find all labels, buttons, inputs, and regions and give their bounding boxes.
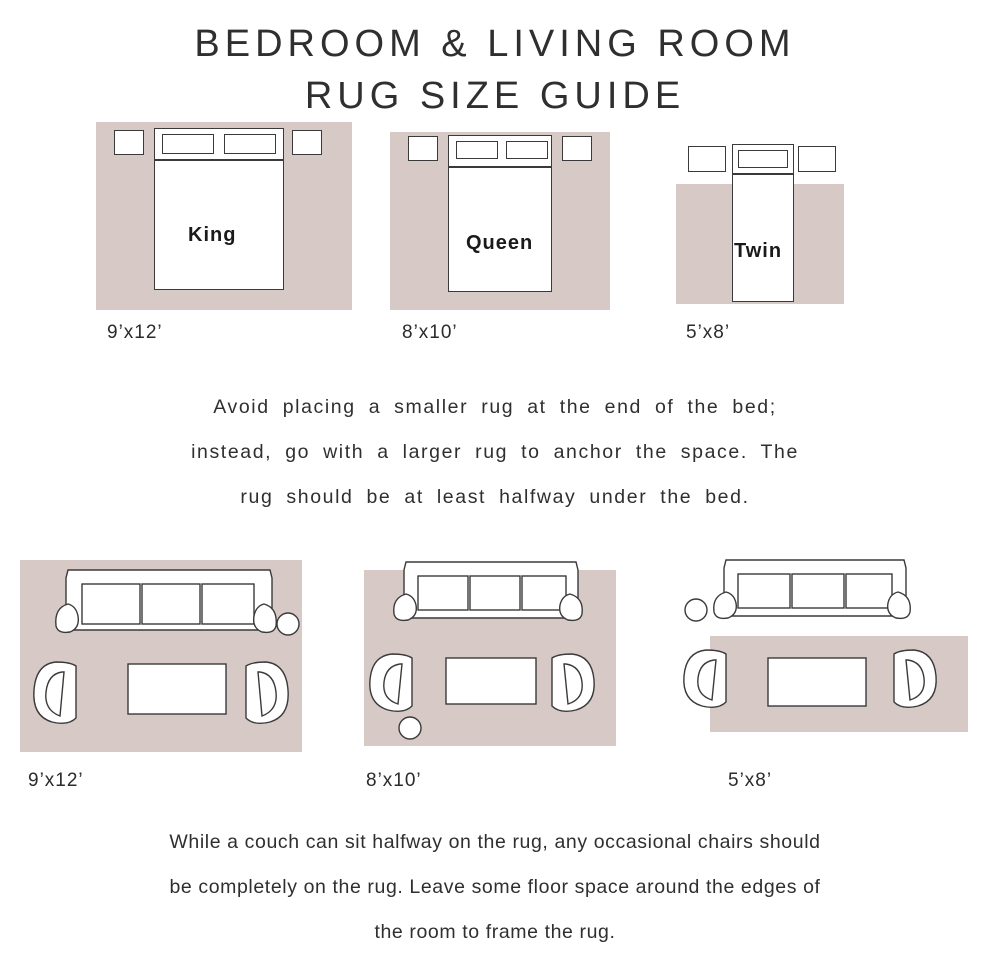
nightstand-right-king <box>292 130 322 155</box>
bedroom-caption <box>0 385 990 520</box>
pillow-left-queen <box>456 141 498 159</box>
bedroom-diagram-row <box>0 122 990 352</box>
nightstand-left-king <box>114 130 144 155</box>
furniture-layout-5x8 <box>660 552 960 752</box>
title-line-1: BEDROOM & LIVING ROOM <box>194 23 796 65</box>
bedroom-caption-line-2: instead, go with a larger rug to anchor the space. The <box>191 441 799 463</box>
bedroom-caption-line-1: Avoid placing a smaller rug at the end of the bed; <box>213 396 777 418</box>
rug-size-label-lr-8x10: 8’x10’ <box>366 770 422 791</box>
bed-label-king: King <box>188 224 237 246</box>
pillow-left-king <box>162 134 214 154</box>
living-room-8x10-diagram <box>364 552 620 752</box>
bedroom-twin-diagram <box>676 142 844 312</box>
mattress-twin <box>732 174 794 302</box>
rug-size-label-lr-5x8: 5’x8’ <box>728 770 773 791</box>
nightstand-left-twin <box>688 146 726 172</box>
rug-size-label-twin: 5’x8’ <box>686 322 731 343</box>
pillow-right-king <box>224 134 276 154</box>
bed-label-twin: Twin <box>734 240 783 262</box>
living-room-diagram-row <box>0 552 990 802</box>
bedroom-king-diagram <box>96 122 352 312</box>
pillow-right-queen <box>506 141 548 159</box>
title-line-2: RUG SIZE GUIDE <box>304 75 686 117</box>
furniture-layout-9x12 <box>20 552 302 752</box>
living-room-9x12-diagram <box>20 552 302 752</box>
bed-label-queen: Queen <box>466 232 534 254</box>
nightstand-right-twin <box>798 146 836 172</box>
living-room-5x8-diagram <box>660 552 960 752</box>
pillow-twin <box>738 150 788 168</box>
nightstand-left-queen <box>408 136 438 161</box>
rug-size-label-queen: 8’x10’ <box>402 322 458 343</box>
bedroom-caption-line-3: rug should be at least halfway under the bed. <box>240 486 750 508</box>
living-room-caption-line-2: be completely on the rug. Leave some floor space around the edges of <box>169 876 821 898</box>
living-room-caption <box>0 820 990 955</box>
mattress-queen <box>448 167 552 292</box>
living-room-caption-line-3: the room to frame the rug. <box>374 921 616 943</box>
bedroom-queen-diagram <box>390 132 610 312</box>
living-room-caption-line-1: While a couch can sit halfway on the rug, any occasional chairs should <box>169 831 821 853</box>
nightstand-right-queen <box>562 136 592 161</box>
rug-size-label-lr-9x12: 9’x12’ <box>28 770 84 791</box>
rug-size-label-king: 9’x12’ <box>107 322 163 343</box>
page-title <box>0 0 990 122</box>
furniture-layout-8x10 <box>364 552 620 752</box>
